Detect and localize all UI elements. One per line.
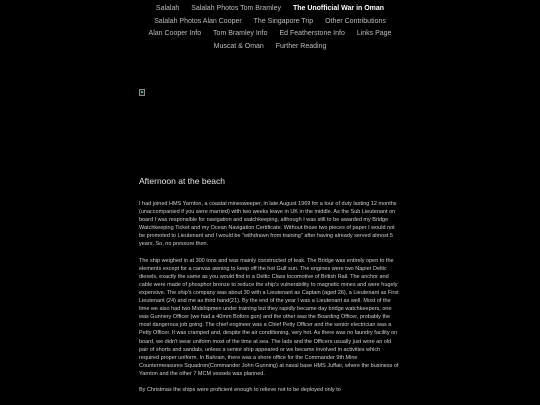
nav-link-unofficial-war-in-oman[interactable]: The Unofficial War in Oman xyxy=(292,5,385,12)
nav-link-tom-bramley-info[interactable]: Tom Bramley Info xyxy=(213,30,268,37)
nav-link-ed-featherstone-info[interactable]: Ed Featherstone Info xyxy=(279,30,345,37)
page-title: Afternoon at the beach xyxy=(139,176,226,186)
nav-link-salalah-photos-alan-cooper[interactable]: Salalah Photos Alan Cooper xyxy=(154,17,242,25)
nav-link-links-page[interactable]: Links Page xyxy=(356,30,392,37)
nav-link-further-reading[interactable]: Further Reading xyxy=(275,42,327,50)
nav-link-salalah[interactable]: Salalah xyxy=(155,5,180,12)
article xyxy=(139,176,401,394)
nav-row-2 xyxy=(0,16,540,29)
article-paragraph: By Christmas the ships were proficient enough to relieve not to be deployed only to xyxy=(139,386,341,393)
nav-row-3 xyxy=(0,28,540,41)
nav-link-singapore-trip[interactable]: The Singapore Trip xyxy=(253,17,314,25)
article-paragraph: The ship weighed in at 300 tons and was mainly constructed of teak. The Bridge was entirely open to the elements except for a canvas awning to keep off the hot Gulf sun. The engines were two Napier Deltic diesels, exactly the same as you would find in a Deltic Class locomotive of British Rail. The anchor and cable were made of phosphor bronze to reduce the ship's vulnerability to magnetic mines and were hugely expensive. The ship's company was about 30 with a Lieutenant as Captain (aged 26), a Lieutenant as First Lieutenant (24) and me as third hand(21). By the end of the year I was a Lieutenant as well. Most of the time we also had two Midshipmen under training but they rapidly became day bridge watchkeepers, one was Gunnery Officer (we had a 40mm Bofors gun) and the other was the Boarding Officer, probably the most dangerous job going. The chief engineer was a Chief Petty Officer and the senior electrician was a Petty Officer. It was cramped and, despite the air conditioning, very hot. As there was no laundry facility on board, we didn't wear uniform most of the time at sea. The lads and the Officers usually just wore an old pair of shorts and sandals, unless a senior ship appeared or we became involved in activities which required proper uniform. In Bahrain, there was a shore office for the Commander 9th Mine Countermeasures Squadron(Commander John Gunning) at naval base HMS Juffair, where the business of Yarnton and the other 7 MCM vessels was planned. xyxy=(139,257,399,377)
nav-link-salalah-photos-tom-bramley[interactable]: Salalah Photos Tom Bramley xyxy=(191,5,281,12)
nav-link-alan-cooper-info[interactable]: Alan Cooper Info xyxy=(148,30,202,37)
nav-link-muscat-oman[interactable]: Muscat & Oman xyxy=(213,42,264,50)
article-paragraph: I had joined HMS Yarnton, a coastal minesweeper, in late August 1969 for a tour of duty lasting 12 months (unaccompanied if you were married) with two weeks leave in UK in the middle. As the Sub Lieutenant on board I was responsible for navigation and watchkeeping, although I was still to be awarded my Bridge Watchkeeping Ticket and my Ocean Navigation Certificate. Without those two pieces of paper I would not be promoted to Lieutenant and I would be "withdrawn from training" after having already served almost 5 years. So, no pressure then. xyxy=(139,201,397,248)
top-navigation xyxy=(0,3,540,53)
nav-link-other-contributions[interactable]: Other Contributions xyxy=(325,17,386,25)
broken-image-icon xyxy=(139,89,145,96)
nav-row-4 xyxy=(0,41,540,54)
nav-row-1 xyxy=(0,3,540,16)
